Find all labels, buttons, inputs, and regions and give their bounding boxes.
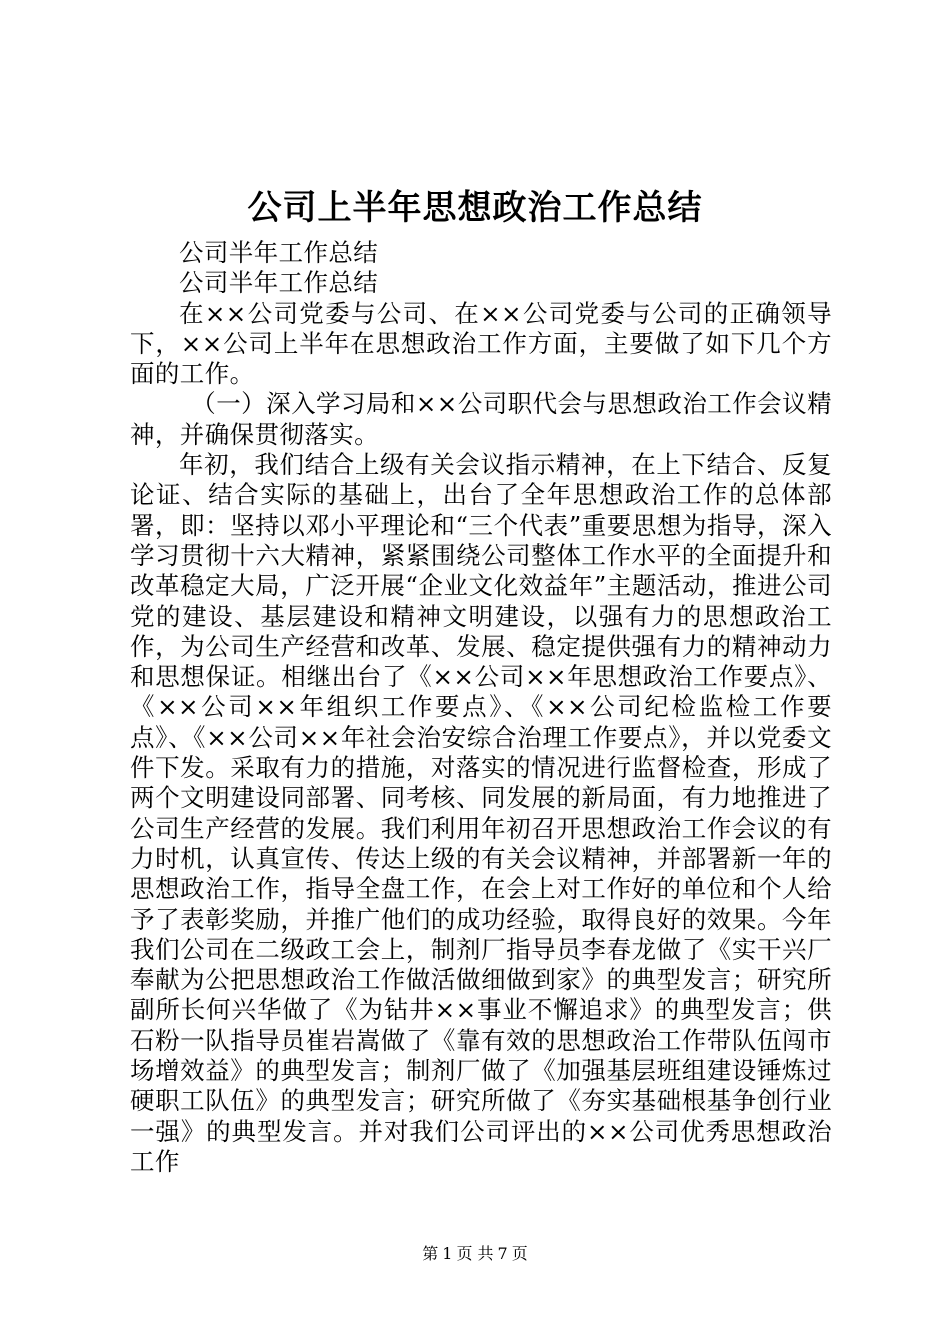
page-number: 1	[442, 1244, 453, 1263]
paragraph-intro: 在××公司党委与公司、在××公司党委与公司的正确领导下，××公司上半年在思想政治工作方面，主要做了如下几个方面的工作。	[130, 298, 832, 389]
document-body	[130, 238, 832, 1177]
page-label-mid: 页 共	[456, 1244, 494, 1263]
paragraph-subtitle-1: 公司半年工作总结	[179, 238, 379, 267]
document-title: 公司上半年思想政治工作总结	[247, 188, 703, 228]
page-footer	[0, 1244, 950, 1264]
paragraph-subtitle-2: 公司半年工作总结	[179, 268, 379, 298]
paragraph-section-heading: （一）深入学习局和××公司职代会与思想政治工作会议精神，并确保贯彻落实。	[130, 389, 832, 449]
paragraph-main: 年初，我们结合上级有关会议指示精神，在上下结合、反复论证、结合实际的基础上，出台了全年思想政治工作的总体部署，即：坚持以邓小平理论和“三个代表”重要思想为指导，深入学习贯彻十六大精神，紧紧围绕公司整体工作水平的全面提升和改革稳定大局，广泛开展“企业文化效益年”主题活动，推进公司党的建设、基层建设和精神文明建设，以强有力的思想政治工作，为公司生产经营和改革、发展、稳定提供强有力的精神动力和思想保证。相继出台了《××公司××年思想政治工作要点》、《××公司××年组织工作要点》、《××公司纪检监检工作要点》、《××公司××年社会治安综合治理工作要点》，并以党委文件下发。采取有力的措施，对落实的情况进行监督检查，形成了两个文明建设同部署、同考核、同发展的新局面，有力地推进了公司生产经营的发展。我们利用年初召开思想政治工作会议的有力时机，认真宣传、传达上级的有关会议精神，并部署新一年的思想政治工作，指导全盘工作，在会上对工作好的单位和个人给予了表彰奖励，并推广他们的成功经验，取得良好的效果。今年我们公司在二级政工会上，制剂厂指导员李春龙做了《实干兴厂奉献为公把思想政治工作做活做细做到家》的典型发言；研究所副所长何兴华做了《为钻井××事业不懈追求》的典型发言；供石粉一队指导员崔岩嵩做了《靠有效的思想政治工作带队伍闯市场增效益》的典型发言；制剂厂做了《加强基层班组建设锤炼过硬职工队伍》的典型发言；研究所做了《夯实基础根基争创行业一强》的典型发言。并对我们公司评出的××公司优秀思想政治工作	[130, 450, 832, 1176]
page-label-suffix: 页	[511, 1244, 528, 1263]
total-pages: 7	[497, 1244, 508, 1263]
page-label-prefix: 第	[422, 1244, 439, 1263]
